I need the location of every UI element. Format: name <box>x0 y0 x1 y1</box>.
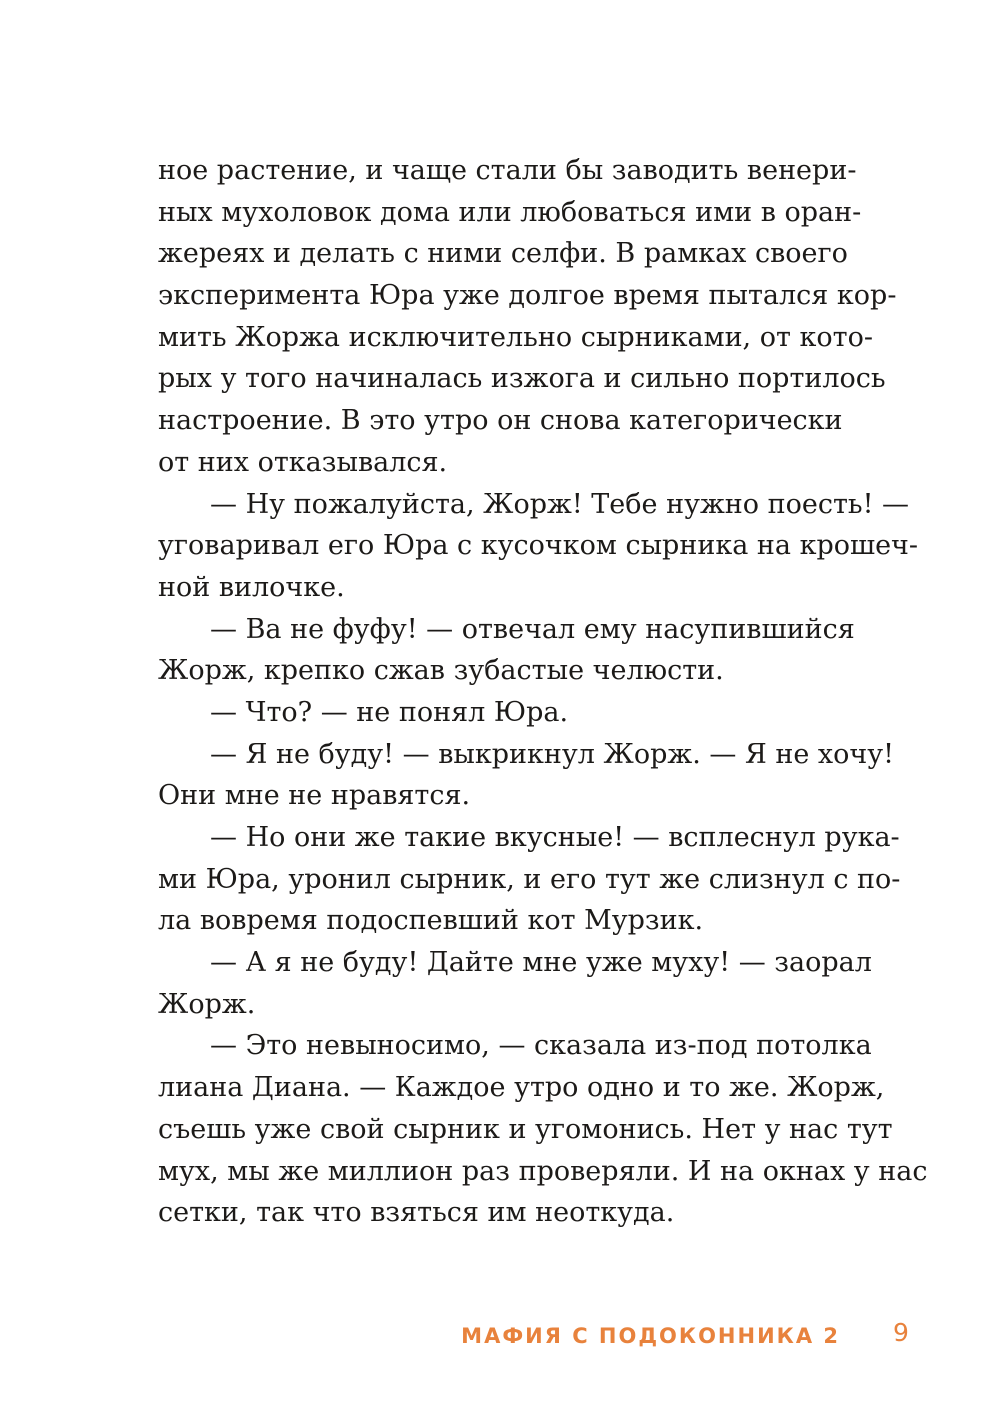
text-line: Жорж, крепко сжав зубастые челюсти. <box>158 655 724 687</box>
dialogue-line: — А я не буду! Дайте мне уже муху! — заорал <box>210 947 872 979</box>
text-line: ных мухоловок дома или любоваться ими в оран- <box>158 196 862 228</box>
text-line: эксперимента Юра уже долгое время пытался кор- <box>158 280 897 312</box>
text-line: Они мне не нравятся. <box>158 780 471 812</box>
text-line: ной вилочке. <box>158 571 345 603</box>
text-line: ное растение, и чаще стали бы заводить венери- <box>158 155 857 186</box>
text-line: уговаривал его Юра с кусочком сырника на крошеч- <box>158 530 919 562</box>
text-line: ла вовремя подоспевший кот Мурзик. <box>158 905 704 937</box>
dialogue-line: — Я не буду! — выкрикнул Жорж. — Я не хочу! <box>210 738 895 770</box>
text-line: съешь уже свой сырник и угомонись. Нет у нас тут <box>158 1113 893 1145</box>
running-footer-title: МАФИЯ С ПОДОКОННИКА 2 <box>461 1324 840 1348</box>
dialogue-line: — Ва не фуфу! — отвечал ему насупившийся <box>210 613 855 645</box>
text-line: жереях и делать с ними селфи. В рамках своего <box>158 238 848 270</box>
dialogue-line: — Но они же такие вкусные! — всплеснул рука- <box>210 822 900 853</box>
text-line: рых у того начиналась изжога и сильно портилось <box>158 363 886 395</box>
text-line: настроение. В это утро он снова категорически <box>158 405 843 437</box>
text-line: ми Юра, уронил сырник, и его тут же слизнул с по- <box>158 863 901 895</box>
text-line: мух, мы же миллион раз проверяли. И на окнах у нас <box>158 1155 928 1187</box>
dialogue-line: — Это невыносимо, — сказала из-под потолка <box>210 1030 872 1062</box>
text-line: Жорж. <box>158 988 256 1020</box>
dialogue-line: — Ну пожалуйста, Жорж! Тебе нужно поесть! — <box>210 488 910 520</box>
text-line: лиана Диана. — Каждое утро одно и то же. Жорж, <box>158 1072 885 1104</box>
page-number: 9 <box>893 1318 909 1347</box>
dialogue-line: — Что? — не понял Юра. <box>210 696 569 728</box>
text-line: от них отказывался. <box>158 446 448 478</box>
text-line: сетки, так что взяться им неоткуда. <box>158 1197 675 1229</box>
text-line: мить Жоржа исключительно сырниками, от кото- <box>158 321 873 353</box>
body-text <box>158 150 928 1234</box>
